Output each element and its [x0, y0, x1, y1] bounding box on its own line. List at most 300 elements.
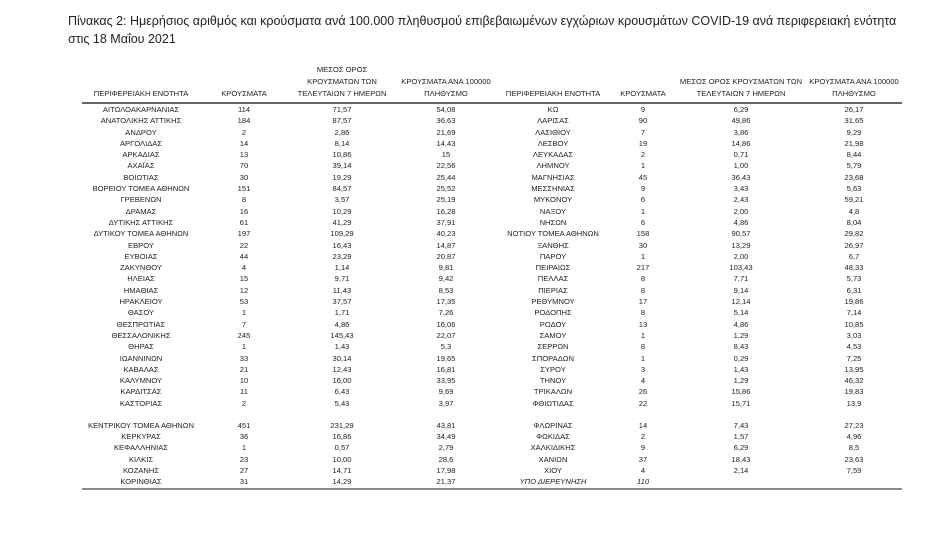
right-region-name: ΡΟΔΟΥ: [539, 319, 567, 329]
header-per100k: ΚΡΟΥΣΜΑΤΑ ΑΝΑ 100000 ΠΛΗΘΥΣΜΟ: [396, 64, 496, 103]
left-cases: 44: [239, 251, 249, 261]
left-cases: 12: [239, 285, 249, 295]
table-row: [82, 431, 902, 442]
left-region-name: ΑΝΔΡΟΥ: [125, 127, 157, 137]
table-row: [82, 194, 902, 205]
left-avg-7-days: 16,00: [332, 376, 352, 386]
left-avg-7-days: 10,29: [332, 206, 352, 216]
right-avg-7-days: 49,86: [731, 116, 751, 126]
right-avg-7-days: [676, 476, 806, 488]
left-cases: 10: [239, 376, 249, 386]
right-cases: 26: [638, 387, 648, 397]
right-region-name: ΣΑΜΟΥ: [539, 330, 567, 340]
right-avg-7-days: 15,71: [731, 398, 751, 408]
left-avg-7-days: 231,29: [330, 421, 354, 431]
left-avg-7-days: 16,43: [332, 240, 352, 250]
left-cases-per-100k: 33,95: [436, 376, 456, 386]
right-region-name: ΛΑΡΙΣΑΣ: [537, 116, 569, 126]
left-cases-per-100k: 16,28: [436, 206, 456, 216]
table-row: [82, 206, 902, 217]
left-avg-7-days: 8,14: [334, 138, 350, 148]
left-region-name: ΔΡΑΜΑΣ: [125, 206, 157, 216]
left-region-name: ΑΙΤΩΛΟΑΚΑΡΝΑΝΙΑΣ: [102, 105, 180, 114]
left-cases-per-100k: 54,08: [436, 105, 456, 114]
left-region-name: ΚΕΡΚΥΡΑΣ: [121, 432, 161, 442]
right-cases-per-100k: 13,95: [844, 364, 864, 374]
right-cases-per-100k: 6,31: [846, 285, 862, 295]
left-cases: 184: [237, 116, 251, 126]
left-avg-7-days: 5,43: [334, 398, 350, 408]
right-cases-per-100k: 7,25: [846, 353, 862, 363]
right-avg-7-days: 103,43: [729, 263, 753, 273]
right-cases: 3: [640, 364, 646, 374]
left-cases: 61: [239, 217, 249, 227]
right-region-name: ΡΟΔΟΠΗΣ: [534, 308, 572, 318]
right-avg-7-days: 12,14: [731, 297, 751, 307]
right-cases: 8: [640, 274, 646, 284]
right-cases-per-100k: 7,59: [846, 465, 862, 475]
left-cases: 245: [237, 330, 251, 340]
right-region-name: ΣΥΡΟΥ: [540, 364, 566, 374]
left-cases-per-100k: 3,97: [438, 398, 454, 408]
right-cases-per-100k: 8,04: [846, 217, 862, 227]
right-region-name: ΛΕΣΒΟΥ: [537, 138, 569, 148]
right-avg-7-days: 3,86: [733, 127, 749, 137]
right-cases: 22: [638, 398, 648, 408]
left-cases: 1: [241, 342, 247, 352]
left-region-name: ΕΥΒΟΙΑΣ: [124, 251, 158, 261]
right-region-name: ΧΑΛΚΙΔΙΚΗΣ: [530, 443, 576, 453]
left-cases-per-100k: 28,6: [438, 454, 454, 464]
table-row: [82, 240, 902, 251]
right-cases: 45: [638, 172, 648, 182]
right-region-name: ΦΘΙΩΤΙΔΑΣ: [532, 398, 574, 408]
right-cases: 1: [640, 353, 646, 363]
left-cases-per-100k: 17,35: [436, 297, 456, 307]
right-cases: 217: [636, 263, 650, 273]
right-cases: 6: [640, 217, 646, 227]
header-region: ΠΕΡΙΦΕΡΕΙΑΚΗ ΕΝΟΤΗΤΑ: [496, 64, 610, 103]
left-avg-7-days: 41,29: [332, 217, 352, 227]
right-avg-7-days: 5,14: [733, 308, 749, 318]
right-avg-7-days: 1,29: [733, 330, 749, 340]
right-avg-7-days: 7,71: [733, 274, 749, 284]
right-avg-7-days: 8,43: [733, 342, 749, 352]
right-region-name: ΥΠΟ ΔΙΕΡΕΥΝΗΣΗ: [496, 476, 610, 488]
table-row: [82, 273, 902, 284]
header-avg7: ΜΕΣΟΣ ΟΡΟΣ ΚΡΟΥΣΜΑΤΩΝ ΤΩΝ ΤΕΛΕΥΤΑΙΩΝ 7 ΗΜΕΡΩΝ: [676, 64, 806, 103]
left-cases: 451: [237, 421, 251, 431]
right-region-name: ΦΩΚΙΔΑΣ: [536, 432, 570, 442]
left-cases: 14: [239, 138, 249, 148]
table-row: [82, 217, 902, 228]
header-row: [82, 64, 902, 103]
left-region-name: ΑΡΓΟΛΙΔΑΣ: [119, 138, 163, 148]
table-row: [82, 115, 902, 126]
left-region-name: ΘΕΣΣΑΛΟΝΙΚΗΣ: [111, 330, 171, 340]
left-cases-per-100k: 19,65: [436, 353, 456, 363]
right-avg-7-days: 9,14: [733, 285, 749, 295]
right-cases: 158: [636, 229, 650, 239]
left-cases-per-100k: 20,87: [436, 251, 456, 261]
left-cases-per-100k: 16,06: [436, 319, 456, 329]
left-cases-per-100k: 25,52: [436, 184, 456, 194]
left-cases-per-100k: 7,26: [438, 308, 454, 318]
right-region-name: ΧΙΟΥ: [544, 465, 562, 475]
right-avg-7-days: 36,43: [731, 172, 751, 182]
left-avg-7-days: 37,57: [332, 297, 352, 307]
right-region-name: ΚΩ: [547, 105, 559, 114]
left-avg-7-days: 9,71: [334, 274, 350, 284]
right-avg-7-days: 1,29: [733, 376, 749, 386]
left-avg-7-days: 10,86: [332, 150, 352, 160]
table-row: [82, 442, 902, 453]
right-region-name: ΡΕΘΥΜΝΟΥ: [531, 297, 575, 307]
table-row: [82, 476, 902, 488]
right-region-name: ΠΕΛΛΑΣ: [537, 274, 569, 284]
left-avg-7-days: 145,43: [330, 330, 354, 340]
left-cases-per-100k: 40,23: [436, 229, 456, 239]
table-row: [82, 262, 902, 273]
left-cases-per-100k: 14,43: [436, 138, 456, 148]
left-cases: 151: [237, 184, 251, 194]
right-cases-per-100k: 23,68: [844, 172, 864, 182]
left-avg-7-days: 84,57: [332, 184, 352, 194]
left-cases: 2: [241, 127, 247, 137]
right-cases-per-100k: 59,21: [844, 195, 864, 205]
left-avg-7-days: 14,71: [332, 465, 352, 475]
right-cases: 8: [640, 285, 646, 295]
right-cases-per-100k: 7,14: [846, 308, 862, 318]
right-avg-7-days: 3,43: [733, 184, 749, 194]
right-region-name: ΦΛΩΡΙΝΑΣ: [533, 421, 573, 431]
left-cases-per-100k: 2,79: [438, 443, 454, 453]
left-cases: 11: [240, 387, 248, 397]
right-cases: 8: [640, 308, 646, 318]
table-row: [82, 364, 902, 375]
right-cases-per-100k: 46,32: [844, 376, 864, 386]
left-region-name: ΘΗΡΑΣ: [128, 342, 154, 352]
right-cases-per-100k: 4,96: [846, 432, 862, 442]
table-row: [82, 353, 902, 364]
table-row: [82, 149, 902, 160]
table-row: [82, 465, 902, 476]
table-row: [82, 103, 902, 115]
right-cases-per-100k: 48,33: [844, 263, 864, 273]
right-avg-7-days: 0,71: [733, 150, 749, 160]
left-avg-7-days: 71,57: [332, 105, 352, 114]
left-cases: 33: [239, 353, 249, 363]
left-region-name: ΗΡΑΚΛΕΙΟΥ: [119, 297, 163, 307]
right-region-name: ΛΑΣΙΘΙΟΥ: [535, 127, 571, 137]
right-cases-per-100k: 5,63: [846, 184, 862, 194]
left-cases-per-100k: 15: [441, 150, 451, 160]
left-avg-7-days: 1,43: [334, 342, 350, 352]
right-region-name: ΜΕΣΣΗΝΙΑΣ: [531, 184, 575, 194]
right-cases-per-100k: 31,65: [844, 116, 864, 126]
right-cases-per-100k: 19,86: [844, 297, 864, 307]
right-region-name: ΠΑΡΟΥ: [539, 251, 567, 261]
left-region-name: ΙΩΑΝΝΙΝΩΝ: [119, 353, 163, 363]
right-avg-7-days: 2,14: [733, 465, 749, 475]
right-cases: 1: [640, 330, 646, 340]
right-avg-7-days: 4,86: [733, 319, 749, 329]
right-cases-per-100k: [806, 476, 902, 488]
table-row: [82, 319, 902, 330]
right-cases-per-100k: 26,97: [844, 240, 864, 250]
right-avg-7-days: 1,43: [733, 364, 749, 374]
right-region-name: ΤΗΝΟΥ: [539, 376, 567, 386]
left-cases-per-100k: 22,07: [436, 330, 456, 340]
left-cases-per-100k: 21,69: [436, 127, 456, 137]
left-cases-per-100k: 8,53: [438, 285, 454, 295]
right-cases: 17: [638, 297, 648, 307]
right-cases: 7: [640, 127, 646, 137]
right-cases: 1: [640, 251, 646, 261]
right-cases: 9: [640, 443, 646, 453]
right-avg-7-days: 6,29: [733, 105, 749, 114]
right-cases-per-100k: 13,9: [846, 398, 862, 408]
table-caption: Πίνακας 2: Ημερήσιος αριθμός και κρούσματα ανά 100.000 πληθυσμού επιβεβαιωμένων εγχώριων κρουσμάτων COVID-19 ανά περιφερειακή ενότητα στις 18 Μαΐου 2021: [68, 14, 897, 46]
right-avg-7-days: 13,29: [731, 240, 751, 250]
header-avg7: ΜΕΣΟΣ ΟΡΟΣ ΚΡΟΥΣΜΑΤΩΝ ΤΩΝ ΤΕΛΕΥΤΑΙΩΝ 7 ΗΜΕΡΩΝ: [288, 64, 396, 103]
left-region-name: ΒΟΙΩΤΙΑΣ: [123, 172, 159, 182]
right-cases-per-100k: 29,82: [844, 229, 864, 239]
right-region-name: ΝΗΣΩΝ: [539, 217, 567, 227]
left-cases: 1: [241, 308, 247, 318]
left-avg-7-days: 87,57: [332, 116, 352, 126]
left-cases-per-100k: 34,49: [436, 432, 456, 442]
left-cases: 16: [239, 206, 249, 216]
right-region-name: ΣΕΡΡΩΝ: [537, 342, 569, 352]
left-cases-per-100k: 16,81: [436, 364, 456, 374]
left-region-name: ΑΝΑΤΟΛΙΚΗΣ ΑΤΤΙΚΗΣ: [100, 116, 182, 126]
right-cases: 8: [640, 342, 646, 352]
left-avg-7-days: 1,14: [334, 263, 350, 273]
left-cases: 22: [239, 240, 249, 250]
left-avg-7-days: 1,71: [334, 308, 350, 318]
right-region-name: ΠΙΕΡΙΑΣ: [538, 285, 568, 295]
left-cases-per-100k: 14,87: [436, 240, 456, 250]
right-avg-7-days: 7,43: [733, 421, 749, 431]
right-avg-7-days: 4,86: [733, 217, 749, 227]
left-region-name: ΚΑΣΤΟΡΙΑΣ: [119, 398, 163, 408]
left-avg-7-days: 19,29: [332, 172, 352, 182]
right-cases-per-100k: 4,53: [846, 342, 862, 352]
right-cases: 9: [640, 105, 646, 114]
right-avg-7-days: 1,00: [733, 161, 749, 171]
right-region-name: ΝΟΤΙΟΥ ΤΟΜΕΑ ΑΘΗΝΩΝ: [507, 229, 599, 239]
left-region-name: ΔΥΤΙΚΟΥ ΤΟΜΕΑ ΑΘΗΝΩΝ: [93, 229, 189, 239]
right-cases: 110: [610, 476, 676, 488]
left-avg-7-days: 12,43: [332, 364, 352, 374]
right-cases: 13: [638, 319, 648, 329]
table-row: [82, 172, 902, 183]
left-region-name: ΘΑΣΟΥ: [127, 308, 155, 318]
left-cases-per-100k: 22,56: [436, 161, 456, 171]
cases-table: [82, 64, 902, 490]
table-row: [82, 330, 902, 341]
right-cases: 1: [640, 161, 646, 171]
left-region-name: ΚΕΝΤΡΙΚΟΥ ΤΟΜΕΑ ΑΘΗΝΩΝ: [88, 421, 194, 431]
right-cases: 4: [640, 465, 646, 475]
left-cases-per-100k: 25,44: [436, 172, 456, 182]
table-row: [82, 386, 902, 397]
right-region-name: ΠΕΙΡΑΙΩΣ: [535, 263, 571, 273]
left-avg-7-days: 10,00: [332, 454, 352, 464]
right-cases-per-100k: 27,23: [844, 421, 864, 431]
table-row: [82, 138, 902, 149]
right-avg-7-days: 1,57: [733, 432, 749, 442]
right-cases: 90: [638, 116, 648, 126]
left-cases: 7: [241, 319, 247, 329]
right-region-name: ΧΑΝΙΩΝ: [538, 454, 568, 464]
right-region-name: ΜΥΚΟΝΟΥ: [533, 195, 573, 205]
table-row: [82, 296, 902, 307]
left-avg-7-days: 0,57: [334, 443, 350, 453]
right-avg-7-days: 2,00: [733, 251, 749, 261]
right-cases-per-100k: 19,83: [844, 387, 864, 397]
right-region-name: ΣΠΟΡΑΔΩΝ: [532, 353, 574, 363]
left-avg-7-days: 39,14: [332, 161, 352, 171]
right-region-name: ΛΕΥΚΑΔΑΣ: [532, 150, 574, 160]
right-cases: 2: [640, 432, 646, 442]
left-cases: 53: [239, 297, 249, 307]
table-row: [82, 127, 902, 138]
left-region-name: ΘΕΣΠΡΩΤΙΑΣ: [116, 319, 166, 329]
right-cases: 14: [638, 421, 648, 431]
right-cases-per-100k: 5,73: [846, 274, 862, 284]
left-cases-per-100k: 17,98: [436, 465, 456, 475]
left-cases-per-100k: 43,81: [436, 421, 456, 431]
left-avg-7-days: 4,86: [334, 319, 350, 329]
left-avg-7-days: 11,43: [332, 285, 352, 295]
right-cases-per-100k: 6,7: [848, 251, 860, 261]
right-cases-per-100k: 9,29: [846, 127, 862, 137]
left-region-name: ΚΑΛΥΜΝΟΥ: [119, 376, 163, 386]
left-cases-per-100k: 5,3: [440, 342, 452, 352]
right-cases: 6: [640, 195, 646, 205]
left-region-name: ΓΡΕΒΕΝΩΝ: [120, 195, 162, 205]
table-row: [82, 285, 902, 296]
left-cases: 36: [239, 432, 249, 442]
left-region-name: ΚΙΛΚΙΣ: [128, 454, 154, 464]
left-region-name: ΚΕΦΑΛΛΗΝΙΑΣ: [113, 443, 169, 453]
right-avg-7-days: 14,86: [731, 138, 751, 148]
right-cases-per-100k: 5,79: [846, 161, 862, 171]
left-cases: 21: [239, 364, 249, 374]
table-row: [82, 375, 902, 386]
left-avg-7-days: 30,14: [332, 353, 352, 363]
header-per100k: ΚΡΟΥΣΜΑΤΑ ΑΝΑ 100000 ΠΛΗΘΥΣΜΟ: [806, 64, 902, 103]
table-row: [82, 409, 902, 431]
right-avg-7-days: 2,00: [733, 206, 749, 216]
right-cases: 4: [640, 376, 646, 386]
left-cases-per-100k: 25,19: [436, 195, 456, 205]
table-row: [82, 160, 902, 171]
left-cases-per-100k: 9,42: [438, 274, 454, 284]
left-region-name: ΚΟΡΙΝΘΙΑΣ: [82, 476, 200, 488]
right-cases: 19: [638, 138, 648, 148]
right-cases: 37: [638, 454, 648, 464]
left-avg-7-days: 23,29: [332, 251, 352, 261]
right-region-name: ΝΑΞΟΥ: [539, 206, 567, 216]
right-avg-7-days: 2,43: [733, 195, 749, 205]
left-avg-7-days: 109,29: [330, 229, 354, 239]
left-cases-per-100k: 9,69: [438, 387, 454, 397]
right-cases-per-100k: 4,8: [848, 206, 860, 216]
right-avg-7-days: 15,86: [731, 387, 751, 397]
left-region-name: ΗΛΕΙΑΣ: [127, 274, 155, 284]
right-region-name: ΞΑΝΘΗΣ: [537, 240, 569, 250]
left-region-name: ΔΥΤΙΚΗΣ ΑΤΤΙΚΗΣ: [108, 217, 174, 227]
left-avg-7-days: 3,57: [334, 195, 350, 205]
right-cases: 30: [638, 240, 648, 250]
left-cases: 27: [239, 465, 249, 475]
left-cases: 4: [241, 263, 247, 273]
left-region-name: ΖΑΚΥΝΘΟΥ: [120, 263, 162, 273]
left-region-name: ΚΑΒΑΛΑΣ: [123, 364, 159, 374]
left-cases: 31: [200, 476, 288, 488]
left-region-name: ΑΡΚΑΔΙΑΣ: [122, 150, 160, 160]
header-cases: ΚΡΟΥΣΜΑΤΑ: [610, 64, 676, 103]
left-cases: 23: [239, 454, 249, 464]
header-cases: ΚΡΟΥΣΜΑΤΑ: [200, 64, 288, 103]
left-avg-7-days: 14,29: [288, 476, 396, 488]
right-avg-7-days: 6,29: [733, 443, 749, 453]
table-row: [82, 183, 902, 194]
right-cases: 1: [640, 206, 646, 216]
left-region-name: ΗΜΑΘΙΑΣ: [123, 285, 159, 295]
right-avg-7-days: 0,29: [733, 353, 749, 363]
left-cases: 8: [241, 195, 247, 205]
left-avg-7-days: 16,86: [332, 432, 352, 442]
table-row: [82, 251, 902, 262]
right-region-name: ΛΗΜΝΟΥ: [536, 161, 570, 171]
right-avg-7-days: 90,57: [731, 229, 751, 239]
left-cases-per-100k: 9,81: [438, 263, 454, 273]
left-cases: 15: [239, 274, 249, 284]
left-cases: 30: [239, 172, 249, 182]
left-cases-per-100k: 36,63: [436, 116, 456, 126]
right-cases-per-100k: 8,5: [848, 443, 860, 453]
left-cases: 70: [239, 161, 249, 171]
right-cases-per-100k: 10,85: [844, 319, 864, 329]
left-avg-7-days: 6,43: [334, 387, 350, 397]
table-row: [82, 228, 902, 239]
left-cases: 114: [237, 105, 251, 114]
table-row: [82, 454, 902, 465]
right-cases: 9: [640, 184, 646, 194]
left-cases-per-100k: 21,37: [396, 476, 496, 488]
right-cases-per-100k: 26,17: [844, 105, 864, 114]
right-region-name: ΤΡΙΚΑΛΩΝ: [533, 387, 573, 397]
left-region-name: ΚΟΖΑΝΗΣ: [122, 465, 160, 475]
right-cases-per-100k: 21,98: [844, 138, 864, 148]
left-cases: 197: [237, 229, 251, 239]
left-region-name: ΚΑΡΔΙΤΣΑΣ: [120, 387, 162, 397]
right-avg-7-days: 18,43: [731, 454, 751, 464]
table-row: [82, 307, 902, 318]
left-region-name: ΕΒΡΟΥ: [128, 240, 154, 250]
header-region: ΠΕΡΙΦΕΡΕΙΑΚΗ ΕΝΟΤΗΤΑ: [82, 64, 200, 103]
right-region-name: ΜΑΓΝΗΣΙΑΣ: [531, 172, 575, 182]
left-region-name: ΒΟΡΕΙΟΥ ΤΟΜΕΑ ΑΘΗΝΩΝ: [92, 184, 190, 194]
right-cases-per-100k: 8,44: [846, 150, 862, 160]
right-cases-per-100k: 3,03: [846, 330, 862, 340]
left-cases-per-100k: 37,91: [436, 217, 456, 227]
left-region-name: ΑΧΑΪΑΣ: [127, 161, 155, 171]
